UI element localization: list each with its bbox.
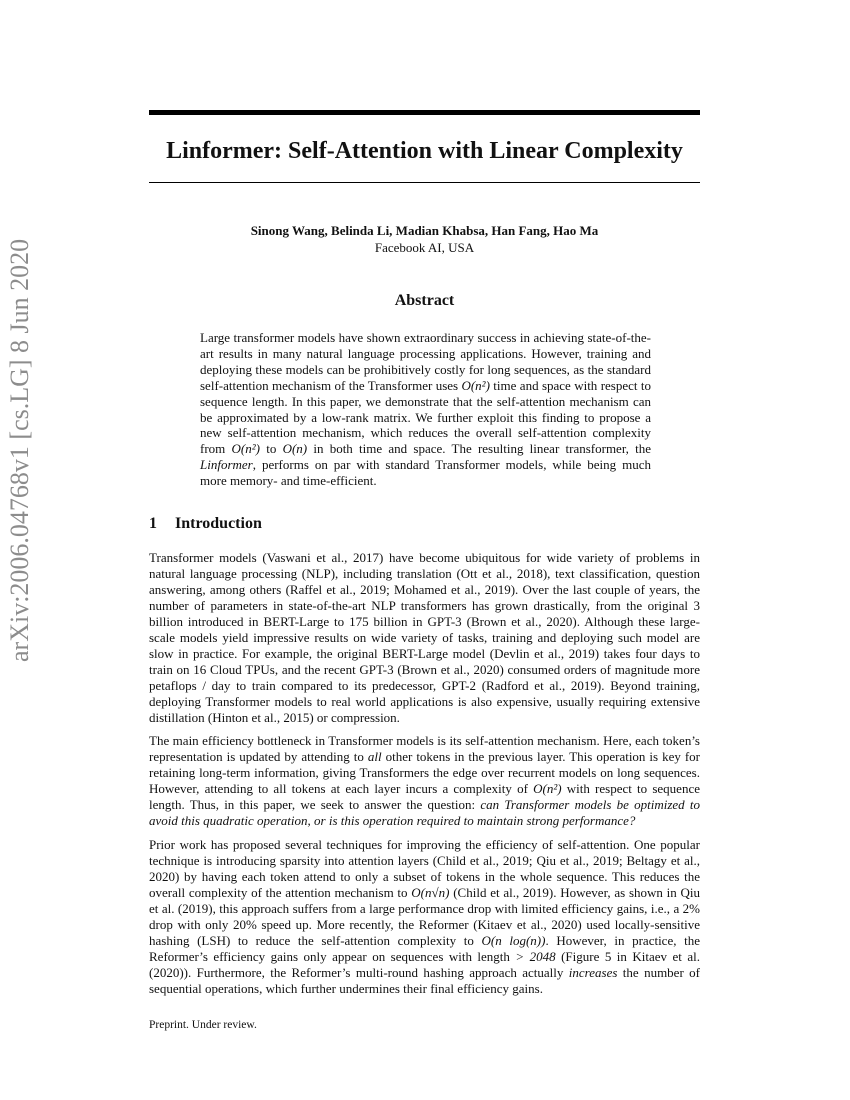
body-paragraph: The main efficiency bottleneck in Transformer models is its self-attention mechanism. Here, each token’s representation is updated by attending to all other tokens in the previous layer. This operation is key for retaining long-term information, giving Transformers the edge over recurrent models on long sequences. However, attending to all tokens at each layer incurs a complexity of O(n²) with respect to sequence length. Thus, in this paper, we seek to answer the question: can Transformer models be optimized to avoid this quadratic operation, or is this operation required to maintain strong performance?: [149, 733, 701, 829]
emphasis-text: increases: [568, 964, 618, 980]
inline-math: O(n√n): [411, 885, 450, 901]
author-names: Sinong Wang, Belinda Li, Madian Khabsa, Han Fang, Hao Ma: [250, 223, 599, 238]
emphasis-text: can Transformer models be optimized to avoid this quadratic operation, or is this operation required to maintain strong performance?: [149, 797, 700, 829]
body-paragraph: Transformer models (Vaswani et al., 2017) have become ubiquitous for wide variety of problems in natural language processing (NLP), including translation (Ott et al., 2018), text classification, question answering, among others (Raffel et al., 2019; Mohamed et al., 2019). Over the last couple of years, the number of parameters in state-of-the-art NLP transformers has grown drastically, from the original 3 billion introduced in BERT-Large to 175 billion in GPT-3 (Brown et al., 2020). Although these large-scale models yield impressive results on wide variety of tasks, training and deploying such model are slow in practice. For example, the original BERT-Large model (Devlin et al., 2019) takes four days to train on 16 Cloud TPUs, and the recent GPT-3 (Brown et al., 2020) consumed orders of magnitude more petaflops / day to train compared to its predecessor, GPT-2 (Radford et al., 2019). Beyond training, deploying Transformer models to real world applications is also expensive, usually requiring extensive distillation (Hinton et al., 2015) or compression.: [149, 550, 700, 725]
title-bottom-rule: [149, 182, 700, 183]
inline-math: O(n): [282, 441, 308, 457]
inline-math: O(n²): [231, 441, 260, 457]
inline-math: O(n log(n)): [481, 932, 546, 948]
section-number: 1: [149, 515, 157, 532]
title-top-rule: [149, 110, 700, 115]
inline-math: > 2048: [515, 948, 556, 964]
paper-title: Linformer: Self-Attention with Linear Complexity: [166, 138, 683, 164]
emphasis-text: all: [367, 749, 382, 765]
author-affiliation: Facebook AI, USA: [374, 240, 475, 255]
page-footer: Preprint. Under review.: [149, 1019, 257, 1031]
abstract-text: Large transformer models have shown extraordinary success in achieving state-of-the-art results in many natural language processing applications. However, training and deploying these models can be prohibitively costly for long sequences, as the standard self-attention mechanism of the Transformer uses O(n²) time and space with respect to sequence length. In this paper, we demonstrate that the self-attention mechanism can be approximated by a low-rank matrix. We further exploit this finding to propose a new self-attention mechanism, which reduces the overall self-attention complexity from O(n²) to O(n) in both time and space. The resulting linear transformer, the Linformer, performs on par with standard Transformer models, while being much more memory- and time-efficient.: [200, 330, 651, 489]
body-paragraph: Prior work has proposed several techniques for improving the efficiency of self-attention. One popular technique is introducing sparsity into attention layers (Child et al., 2019; Qiu et al., 2019; Beltagy et al., 2020) by having each token attend to only a subset of tokens in the whole sequence. This reduces the overall complexity of the attention mechanism to O(n√n) (Child et al., 2019). However, as shown in Qiu et al. (2019), this approach suffers from a large performance drop with limited efficiency gains, i.e., a 2% drop with only 20% speed up. More recently, the Reformer (Kitaev et al., 2020) used locally-sensitive hashing (LSH) to reduce the self-attention complexity to O(n log(n)). However, in practice, the Reformer’s efficiency gains only appear on sequences with length > 2048 (Figure 5 in Kitaev et al. (2020)). Furthermore, the Reformer’s multi-round hashing approach actually increases the number of sequential operations, which further undermines their final efficiency gains.: [149, 837, 700, 996]
abstract-heading: Abstract: [394, 292, 455, 309]
emphasis-text: Linformer: [200, 457, 253, 473]
section-heading-introduction: [149, 514, 262, 534]
author-block: [149, 222, 700, 256]
inline-math: O(n²): [533, 781, 562, 797]
section-title: Introduction: [175, 515, 262, 532]
arxiv-identifier-sidebar: arXiv:2006.04768v1 [cs.LG] 8 Jun 2020: [5, 238, 34, 662]
inline-math: O(n²): [461, 377, 490, 393]
introduction-body: [149, 550, 700, 1005]
